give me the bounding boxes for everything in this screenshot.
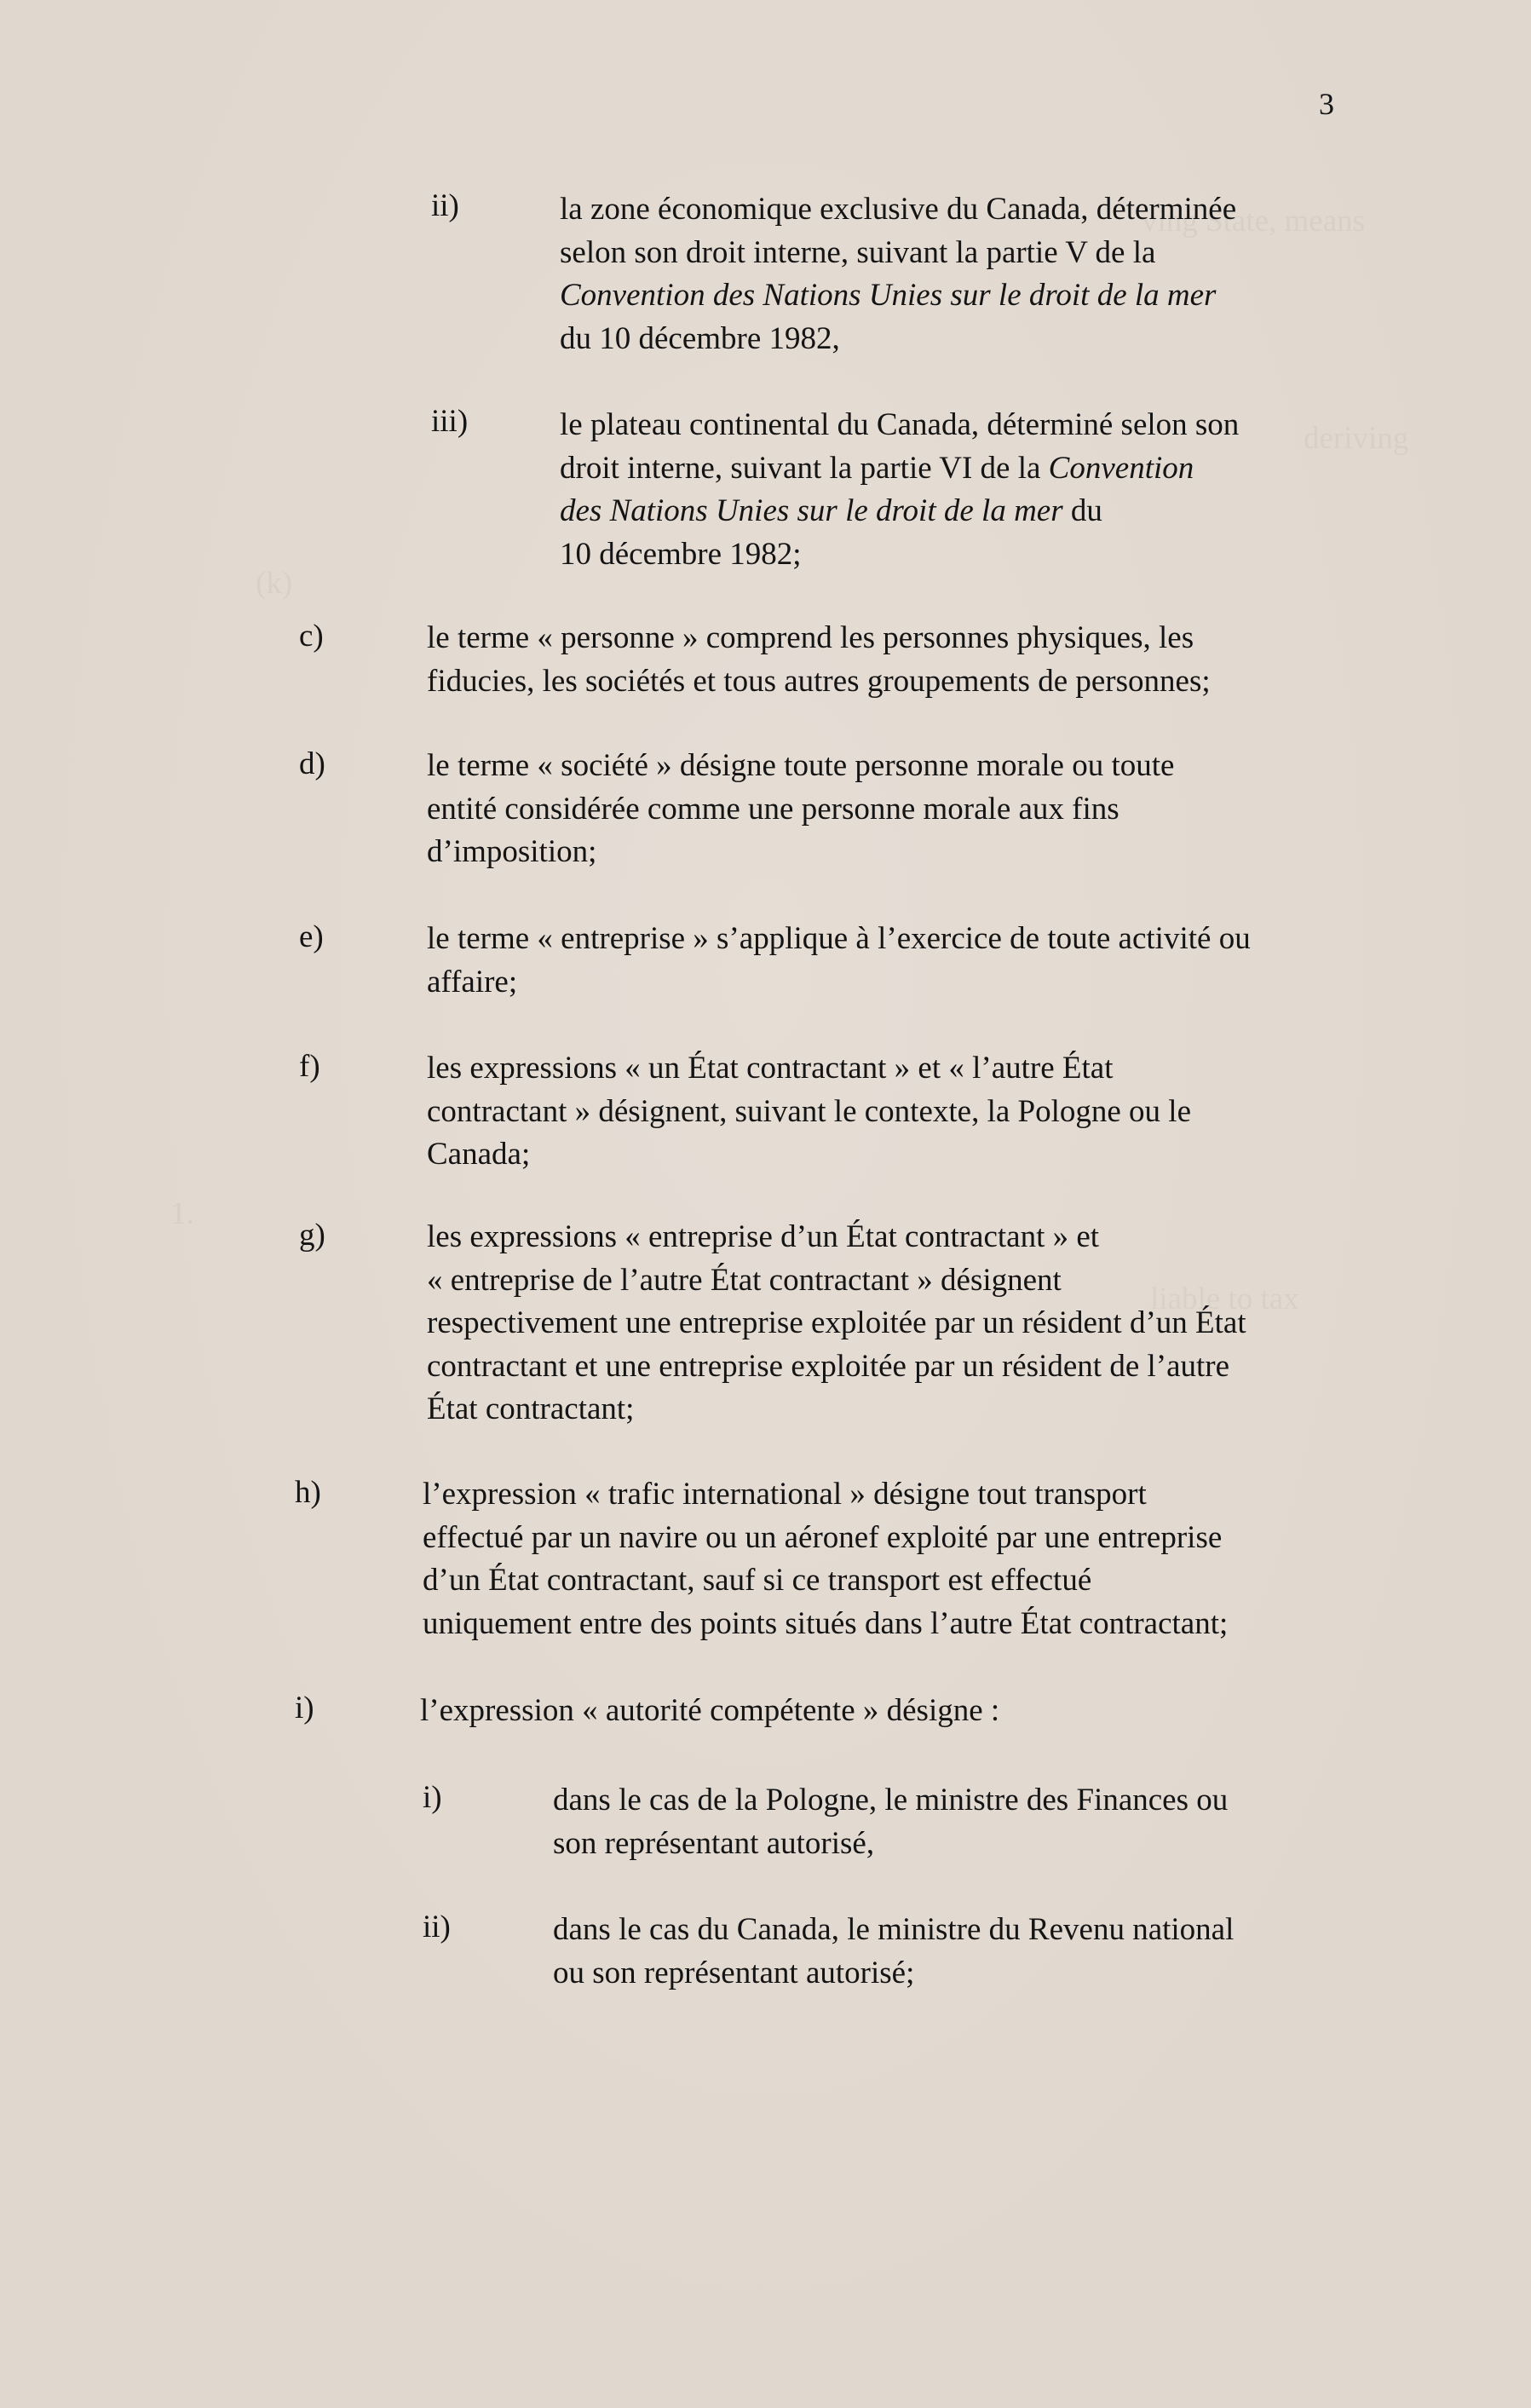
text-line [427, 1259, 1246, 1303]
text-line [560, 533, 1239, 577]
text-line [427, 660, 1211, 704]
text-segment: selon son droit interne, suivant la partie V de la [560, 234, 1156, 270]
text-segment: le plateau continental du Canada, déterminé selon son [560, 407, 1240, 442]
bleed-through: (k) [256, 566, 293, 601]
text-segment: ou son représentant autorisé; [553, 1955, 915, 1990]
italic-segment: des Nations Unies sur le droit de la mer [560, 493, 1063, 528]
text-segment: contractant » désignent, suivant le contexte, la Pologne ou le [427, 1093, 1191, 1129]
item-d-text [427, 745, 1174, 874]
subitem-i-i-text [553, 1779, 1228, 1865]
text-line [427, 788, 1174, 832]
text-segment: l’expression « trafic international » désigne tout transport [423, 1477, 1147, 1512]
text-line [560, 232, 1236, 275]
text-segment: le terme « société » désigne toute personne morale ou toute [427, 748, 1175, 783]
italic-segment: Convention [1048, 450, 1194, 486]
text-line [553, 1909, 1234, 1952]
bleed-through: deriving [1304, 421, 1409, 456]
text-segment: du [1062, 493, 1102, 528]
text-line [427, 1345, 1246, 1389]
subitem-i-ii-marker: ii) [423, 1910, 451, 1944]
subitem-i-ii-text [553, 1909, 1234, 1995]
text-line [560, 274, 1236, 318]
text-line [427, 918, 1251, 961]
text-line [427, 1133, 1191, 1177]
italic-segment: Convention des Nations Unies sur le droit de la mer [560, 278, 1217, 313]
item-e-marker: e) [299, 919, 324, 954]
item-i-text [420, 1690, 999, 1733]
text-segment: droit interne, suivant la partie VI de la [560, 450, 1049, 486]
text-segment: effectué par un navire ou un aéronef exploité par une entreprise [423, 1519, 1223, 1555]
text-line [427, 1047, 1191, 1091]
text-segment: dans le cas du Canada, le ministre du Revenu national [553, 1912, 1235, 1947]
text-segment: la zone économique exclusive du Canada, déterminée [560, 192, 1237, 227]
text-line [560, 404, 1239, 447]
text-line [427, 831, 1174, 874]
bleed-through: 1. [170, 1196, 194, 1231]
item-c-marker: c) [299, 619, 324, 654]
text-segment: le terme « entreprise » s’applique à l’exercice de toute activité ou [427, 921, 1251, 956]
bleed-through: liable to tax [1150, 1282, 1299, 1316]
text-line [560, 318, 1236, 361]
text-segment: du 10 décembre 1982, [560, 320, 840, 356]
text-line [420, 1690, 999, 1733]
text-segment: contractant et une entreprise exploitée par un résident de l’autre [427, 1348, 1230, 1384]
text-line [427, 1302, 1246, 1345]
text-segment: les expressions « un État contractant » et « l’autre État [427, 1051, 1114, 1086]
page-number: 3 [1319, 87, 1334, 121]
text-segment: 10 décembre 1982; [560, 536, 802, 572]
text-line [427, 1388, 1246, 1432]
subitem-b-iii-text [560, 404, 1239, 576]
text-line [427, 1091, 1191, 1134]
item-f-marker: f) [299, 1049, 320, 1084]
item-h-text [423, 1473, 1228, 1645]
text-line [427, 1216, 1246, 1259]
text-line [423, 1473, 1228, 1517]
item-i-marker: i) [295, 1691, 314, 1725]
item-g-marker: g) [299, 1218, 325, 1253]
text-segment: d’un État contractant, sauf si ce transport est effectué [423, 1563, 1092, 1598]
item-h-marker: h) [295, 1475, 321, 1510]
subitem-b-ii-marker: ii) [431, 188, 459, 223]
item-e-text [427, 918, 1251, 1004]
subitem-b-iii-marker: iii) [431, 404, 469, 439]
text-line [423, 1603, 1228, 1646]
text-line [423, 1559, 1228, 1603]
text-segment: dans le cas de la Pologne, le ministre des Finances ou [553, 1783, 1229, 1818]
text-segment: les expressions « entreprise d’un État contractant » et [427, 1219, 1100, 1254]
text-segment: affaire; [427, 964, 518, 999]
bleed-through: ving State, means [1142, 204, 1366, 239]
text-line [427, 961, 1251, 1005]
text-line [423, 1517, 1228, 1560]
subitem-b-ii-text [560, 188, 1236, 360]
text-segment: entité considérée comme une personne morale aux fins [427, 791, 1119, 827]
text-segment: Canada; [427, 1137, 531, 1172]
text-line [553, 1952, 1234, 1996]
text-segment: son représentant autorisé, [553, 1825, 875, 1861]
text-segment: État contractant; [427, 1391, 635, 1426]
text-line [553, 1779, 1228, 1823]
subitem-i-i-marker: i) [423, 1780, 442, 1815]
text-line [560, 490, 1239, 533]
text-segment: respectivement une entreprise exploitée par un résident d’un État [427, 1305, 1246, 1340]
text-segment: uniquement entre des points situés dans l’autre État contractant; [423, 1605, 1229, 1641]
text-line [427, 745, 1174, 788]
text-line [560, 188, 1236, 232]
text-segment: fiducies, les sociétés et tous autres groupements de personnes; [427, 663, 1211, 699]
text-segment: le terme « personne » comprend les personnes physiques, les [427, 620, 1194, 655]
item-f-text [427, 1047, 1191, 1177]
text-line [427, 617, 1211, 660]
item-d-marker: d) [299, 746, 325, 781]
text-line [560, 447, 1239, 491]
item-c-text [427, 617, 1211, 703]
text-segment: « entreprise de l’autre État contractant » désignent [427, 1262, 1062, 1298]
text-segment: d’imposition; [427, 834, 597, 869]
text-segment: l’expression « autorité compétente » désigne : [420, 1693, 1000, 1728]
text-line [553, 1823, 1228, 1866]
item-g-text [427, 1216, 1246, 1432]
